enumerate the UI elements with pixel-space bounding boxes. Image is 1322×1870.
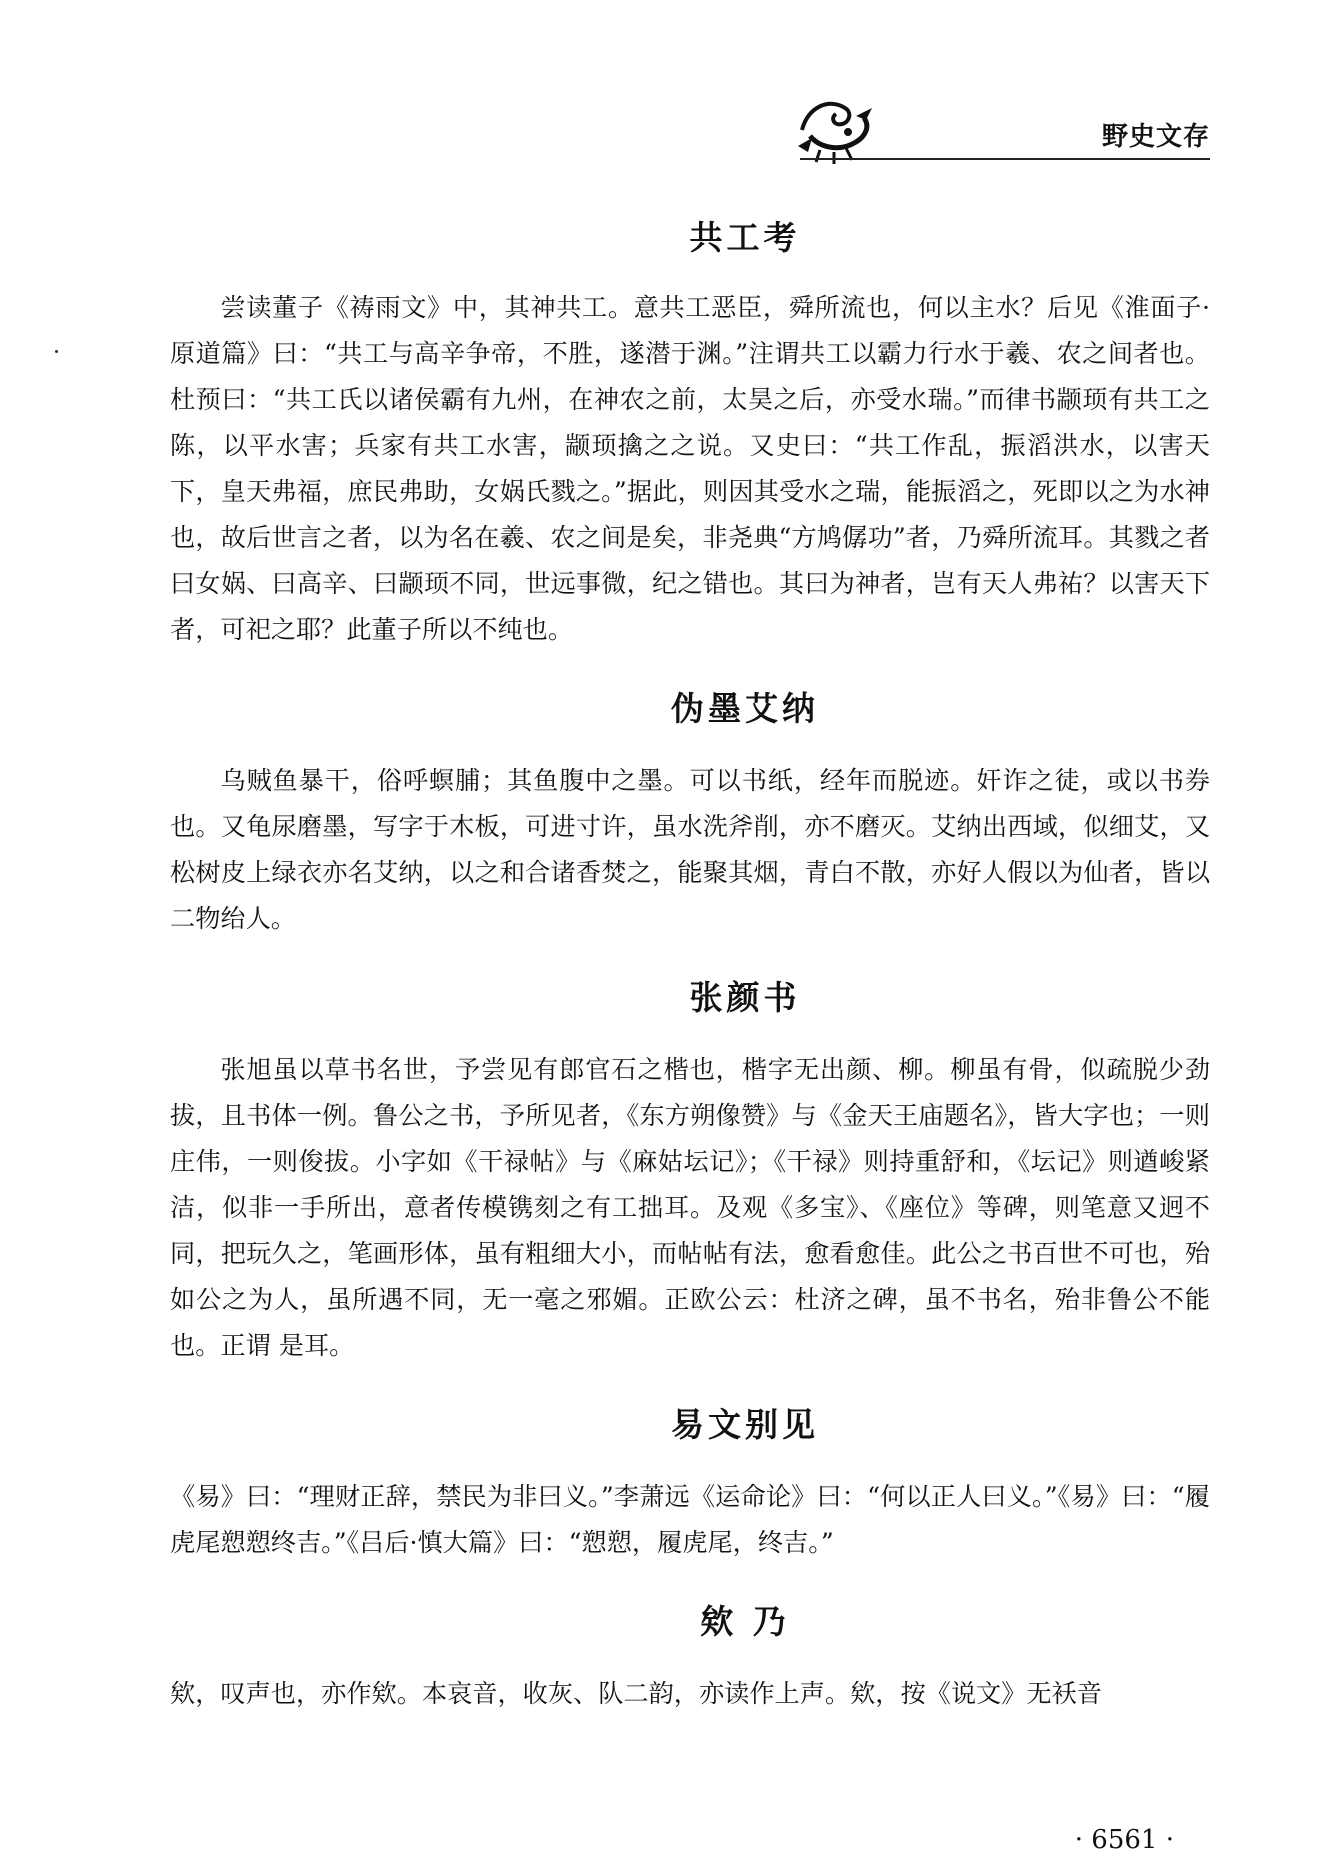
page-body (170, 212, 1210, 1717)
section-title: 张颜书 (689, 978, 801, 1017)
section-title: 伪墨艾纳 (671, 689, 819, 728)
scan-speck (55, 350, 58, 353)
paragraph: 《易》曰：“理财正辞，禁民为非曰义。”李萧远《运命论》曰：“何以正人曰义。”《易》曰：“履虎尾愬愬终吉。”《吕后·慎大篇》曰：“愬愬，履虎尾，终吉。” (170, 1482, 1210, 1557)
section-title: 欸 乃 (700, 1602, 790, 1641)
header-rule (800, 158, 1210, 160)
paragraph: 欸，叹声也，亦作欸。本哀音，收灰、队二韵，亦读作上声。欸，按《说文》无袄音 (170, 1679, 1102, 1708)
section-title: 易文别见 (671, 1405, 819, 1444)
section-title: 共工考 (689, 218, 801, 257)
dragon-logo-icon (790, 86, 880, 166)
paragraph: 张旭虽以草书名世，予尝见有郎官石之楷也，楷字无出颜、柳。柳虽有骨，似疏脱少劲拔，且书体一例。鲁公之书，予所见者，《东方朔像赞》与《金天王庙题名》，皆大字也；一则庄伟，一则俊拔。小字如《干禄帖》与《麻姑坛记》；《干禄》则持重舒和，《坛记》则遒峻紧洁，似非一手所出，意者传模镌刻之有工拙耳。及观《多宝》、《座位》等碑，则笔意又迥不同，把玩久之，笔画形体，虽有粗细大小，而帖帖有法，愈看愈佳。此公之书百世不可也，殆如公之为人，虽所遇不同，无一毫之邪媚。正欧公云：杜济之碑，虽不书名，殆非鲁公不能也。正谓 是耳。 (170, 1055, 1210, 1360)
running-header (790, 80, 1210, 162)
page-number: · 6561 · (1074, 1825, 1174, 1855)
header-title: 野史文存 (1101, 122, 1210, 152)
paragraph: 尝读董子《祷雨文》中，其神共工。意共工恶臣，舜所流也，何以主水？后见《淮面子·原道篇》曰：“共工与高辛争帝，不胜，遂潜于渊。”注谓共工以霸力行水于羲、农之间者也。杜预曰：“共工氏以诸侯霸有九州，在神农之前，太昊之后，亦受水瑞。”而律书颛顼有共工之陈，以平水害；兵家有共工水害，颛顼擒之之说。又史曰：“共工作乱，振滔洪水，以害天下，皇天弗福，庶民弗助，女娲氏戮之。”据此，则因其受水之瑞，能振滔之，死即以之为水神也，故后世言之者，以为名在羲、农之间是矣，非尧典“方鸠僝功”者，乃舜所流耳。其戮之者曰女娲、曰高辛、曰颛顼不同，世远事微，纪之错也。其曰为神者，岂有天人弗祐？以害天下者，可祀之耶？此董子所以不纯也。 (170, 293, 1210, 644)
paragraph: 乌贼鱼暴干，俗呼螟脯；其鱼腹中之墨。可以书纸，经年而脱迹。奸诈之徒，或以书券也。又龟尿磨墨，写字于木板，可进寸许，虽水洗斧削，亦不磨灭。艾纳出西域，似细艾，又松树皮上绿衣亦名艾纳，以之和合诸香焚之，能聚其烟，青白不散，亦好人假以为仙者，皆以二物绐人。 (170, 766, 1210, 933)
